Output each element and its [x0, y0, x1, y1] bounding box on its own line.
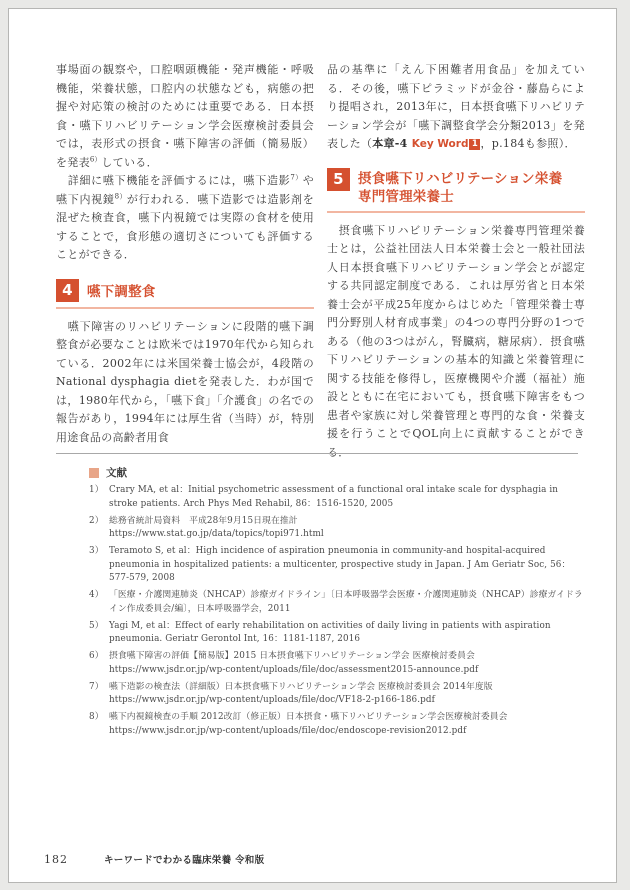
reference-number: 5）: [89, 620, 104, 631]
paragraph-text: 品の基準に「えん下困難者用食品」を加えている．その後，嚥下ピラミッドが金谷・藤島らにより提唱され，2013年に，日本摂食嚥下リハビリテーション学会が「嚥下調整食学会分類2013」を発表した（: [327, 63, 585, 150]
reference-mark: 6）: [89, 154, 102, 163]
section-underline: [327, 211, 585, 213]
reference-text: [109, 650, 585, 677]
reference-number: 7）: [89, 681, 104, 692]
reference-text: [109, 711, 585, 738]
reference-citation: 嚥下内視鏡検査の手順 2012改訂（修正版）日本摂食・嚥下リハビリテーション学会医療検討委員会: [109, 712, 508, 722]
reference-item: [89, 711, 585, 738]
reference-item: [89, 515, 585, 542]
references-divider: [56, 453, 578, 454]
book-title: キーワードでわかる臨床栄養 令和版: [104, 855, 265, 866]
paragraph-text: が行われる．嚥下造影では造影剤を混ぜた検査食，嚥下内視鏡では実際の食材を使用することで，食形態の適切さについても評価することができる．: [56, 192, 314, 261]
keyword-number-badge: 1: [469, 139, 480, 150]
reference-item: [89, 484, 585, 511]
section-number-badge: 4: [56, 279, 79, 302]
reference-text: 「医療・介護関連肺炎（NHCAP）診療ガイドライン」〔日本呼吸器学会医療・介護関連肺炎（NHCAP）診療ガイドライン作成委員会/編〕，日本呼吸器学会，2011: [109, 590, 583, 614]
reference-number: 4）: [89, 590, 104, 600]
paragraph-text: 事場面の観察や，口腔咽頭機能・発声機能・呼吸機能，栄養状態，口腔内の状態なども，病態の把握や対応策の検討のためには重要である．日本摂食・嚥下リハビリテーション学会医療検討委員会では，表形式の摂食・嚥下障害の評価（簡易版）を発表: [56, 63, 314, 169]
paragraph: [56, 61, 314, 172]
paragraph: 摂食嚥下リハビリテーション栄養専門管理栄養士とは，公益社団法人日本栄養士会と一般社団法人日本摂食嚥下リハビリテーション学会とが認定する共同認定制度である．これは厚労省と日本栄養士会が平成25年度からはじめた「管理栄養士専門分野別人材育成事業」の4つの専門分野の1つである（他の3つはがん，腎臓病，糖尿病）．摂食嚥下リハビリテーションの基本的知識と栄養管理に関する技能を修得し，医療機関や介護（福祉）施設とともに在宅においても，摂食嚥下障害をもつ患者や家族に対し栄養管理と専門的な食・栄養支援を行うことでQOL向上に貢献することができる．: [327, 223, 585, 459]
article-columns: [56, 61, 585, 462]
references-section: [89, 465, 585, 738]
section-title: 嚥下調整食: [87, 283, 156, 300]
reference-url: https://www.jsdr.or.jp/wp-content/uploads/file/doc/assessment2015-announce.pdf: [109, 664, 479, 675]
reference-item: [89, 545, 585, 586]
reference-number: 1）: [89, 485, 104, 495]
reference-text: Teramoto S, et al：High incidence of aspiration pneumonia in community-and hospital-acquired pneumonia in hospitalized patients: a multicenter, prospective study in Japan. J Am Geriatr Soc, 56：577-579, 2008: [109, 546, 571, 583]
reference-mark: 8）: [114, 191, 127, 200]
section-title-line: 摂食嚥下リハビリテーション栄養: [358, 170, 563, 187]
cross-reference-bold: 本章-4: [372, 137, 412, 150]
references-heading: [89, 465, 585, 480]
reference-item: [89, 650, 585, 677]
reference-number: 6）: [89, 651, 104, 661]
references-heading-label: 文献: [106, 467, 127, 479]
section-number-badge: 5: [327, 168, 350, 191]
section-4-header: [56, 279, 314, 302]
reference-item: [89, 589, 585, 616]
paragraph: [56, 172, 314, 265]
left-column: [56, 61, 314, 462]
reference-citation: 嚥下造影の検査法（詳細版）日本摂食嚥下リハビリテーション学会 医療検討委員会 2014年度版: [109, 681, 493, 692]
paragraph-text: 詳細に嚥下機能を評価するには，嚥下造影: [56, 174, 291, 187]
reference-item: [89, 681, 585, 708]
paragraph: 嚥下障害のリハビリテーションに段階的嚥下調整食が必要なことは欧米では1970年代から知られている．2002年には米国栄養士協会が，4段階のNational dysphagia dietを発表した．わが国では，1980年代から，「嚥下食」「介護食」の名での報告があり，1994年には厚生省（当時）が，特別用途食品の高齢者用食: [56, 319, 314, 444]
paragraph-text: や嚥下内視鏡: [56, 174, 314, 206]
reference-citation: 総務省統計局資料 平成28年9月15日現在推計: [109, 515, 298, 526]
section-title: [358, 168, 562, 206]
page-footer: [44, 852, 264, 866]
paragraph: [327, 61, 585, 154]
keyword-label: Key Word: [411, 138, 469, 150]
reference-citation: 摂食嚥下障害の評価【簡易版】2015 日本摂食嚥下リハビリテーション学会 医療検討委員会: [109, 651, 475, 661]
reference-text: Yagi M, et al：Effect of early rehabilitation on activities of daily living in patients with aspiration pneumonia. Geriatr Gerontol Int, 16：1181-1187, 2016: [109, 620, 551, 644]
paragraph-text: ，p.184も参照）．: [480, 137, 576, 150]
reference-text: [109, 681, 585, 708]
reference-mark: 7）: [290, 173, 303, 182]
reference-number: 2）: [89, 515, 104, 526]
right-column: [327, 61, 585, 462]
section-underline: [56, 307, 314, 309]
section-title-line: 専門管理栄養士: [358, 188, 454, 205]
reference-text: Crary MA, et al：Initial psychometric assessment of a functional oral intake scale for dysphagia in stroke patients. Arch Phys Med Rehabil, 86：1516-1520, 2005: [109, 485, 559, 509]
paragraph-text: している．: [101, 155, 158, 169]
reference-number: 8）: [89, 712, 104, 722]
reference-url: https://www.stat.go.jp/data/topics/topi971.html: [109, 529, 324, 539]
page-number: 182: [44, 853, 68, 866]
references-bullet-square: [89, 468, 99, 478]
reference-text: [109, 515, 585, 542]
reference-url: https://www.jsdr.or.jp/wp-content/uploads/file/doc/VF18-2-p166-186.pdf: [109, 695, 435, 705]
reference-item: [89, 620, 585, 647]
section-5-header: [327, 168, 585, 206]
reference-url: https://www.jsdr.or.jp/wp-content/uploads/file/doc/endoscope-revision2012.pdf: [109, 725, 467, 736]
book-page: [8, 8, 617, 883]
reference-number: 3）: [89, 546, 104, 556]
